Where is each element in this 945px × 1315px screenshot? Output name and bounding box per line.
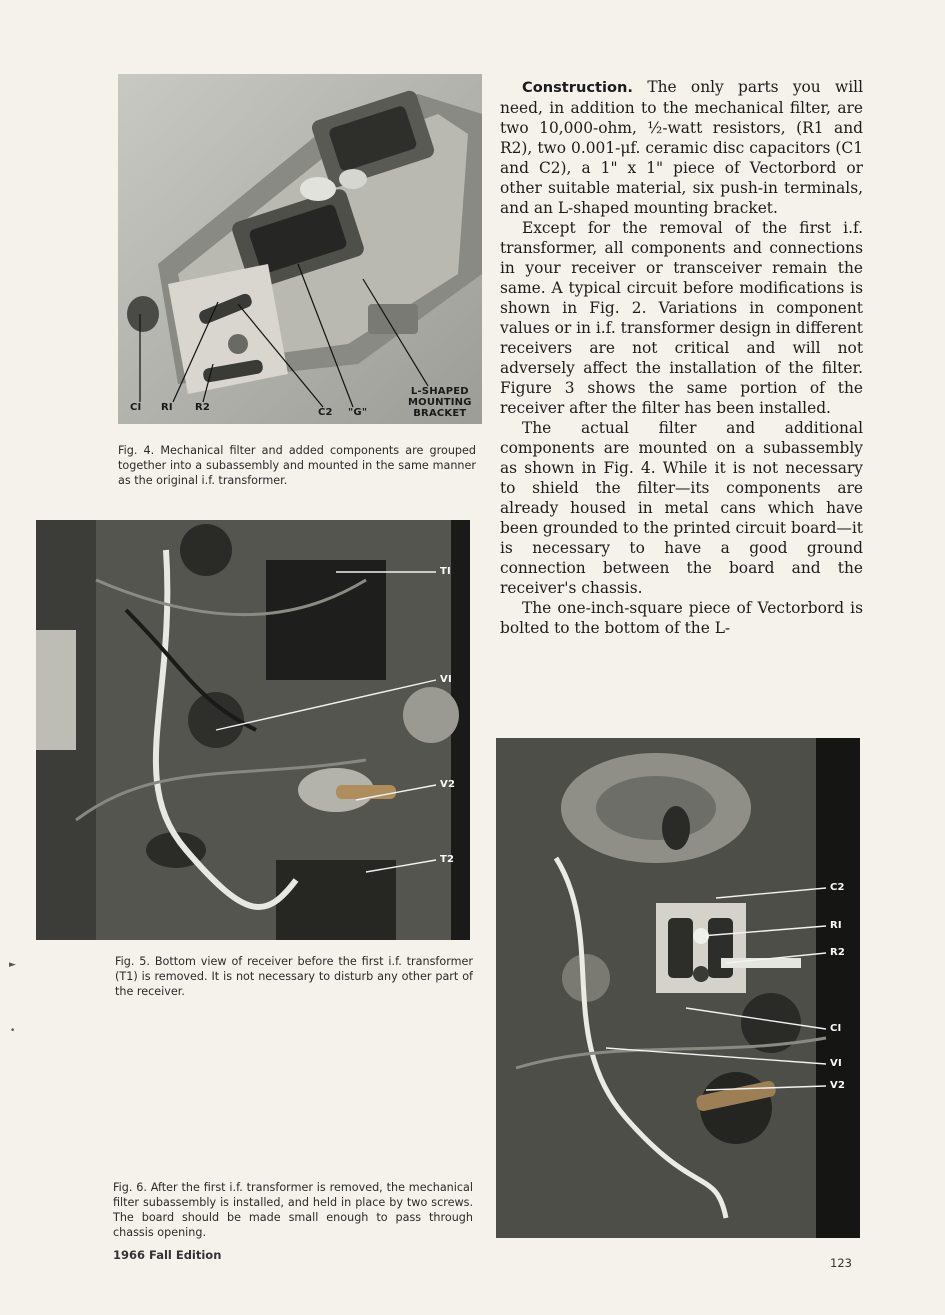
fig5-caption: Fig. 5. Bottom view of receiver before the first i.f. transformer (T1) is removed. It is not necessary to disturb any other part of the receiver. — [115, 955, 473, 998]
fig6-label-v1: VI — [830, 1058, 842, 1069]
margin-arrow-mark: ► — [9, 960, 16, 970]
fig4-image — [118, 74, 482, 424]
fig6-label-r2: R2 — [830, 947, 846, 958]
fig5-image — [36, 520, 470, 940]
fig6-label-c1: CI — [830, 1023, 842, 1034]
article-paragraph-4: The one-inch-square piece of Vectorbord is bolted to the bottom of the L- — [500, 599, 863, 637]
article-paragraph-1 — [500, 77, 863, 218]
fig5-photo — [36, 520, 470, 940]
fig4-label-c1: CI — [130, 402, 142, 413]
fig4-label-bracket — [408, 386, 472, 419]
margin-dot-mark: • — [10, 1026, 16, 1036]
article-body — [500, 77, 863, 638]
fig4-label-bracket-line3: BRACKET — [413, 408, 467, 419]
fig4-label-r2: R2 — [195, 402, 211, 413]
fig5-label-t2: T2 — [440, 854, 455, 865]
fig4-label-c2: C2 — [318, 407, 333, 418]
fig5-label-v2: V2 — [440, 779, 456, 790]
fig6-label-r1: RI — [830, 920, 842, 931]
footer-edition: 1966 Fall Edition — [113, 1248, 222, 1262]
fig6-image — [496, 738, 860, 1238]
fig6-photo — [496, 738, 860, 1238]
fig6-label-v2: V2 — [830, 1080, 846, 1091]
fig6-label-c2: C2 — [830, 882, 845, 893]
article-paragraph-2: Except for the removal of the first i.f. transformer, all components and connections in your receiver or transceiver remain the same. A typical circuit before modifications is shown in Fig. 2. Variations in component values or in i.f. transformer design in different receivers are not critical and will not adversely affect the installation of the filter. Figure 3 shows the same portion of the receiver after the filter has been installed. — [500, 219, 863, 417]
fig4-label-bracket-line1: L-SHAPED — [410, 386, 469, 397]
fig5-label-t1: TI — [440, 566, 451, 577]
fig4-caption: Fig. 4. Mechanical filter and added components are grouped together into a subassembly and mounted in the same manner as the original i.f. transformer. — [118, 444, 476, 487]
article-paragraph-3: The actual filter and additional components are mounted on a subassembly as shown in Fig. 4. While it is not necessary to shield the filter—its components are already housed in metal cans which have been grounded to the printed circuit board—it is necessary to have a good ground connection between the board and the receiver's chassis. — [500, 419, 863, 597]
section-heading: Construction. — [522, 79, 633, 96]
fig4-photo — [118, 74, 482, 424]
fig4-label-bracket-line2: MOUNTING — [408, 397, 472, 408]
fig5-label-v1: VI — [440, 674, 452, 685]
fig4-label-g: "G" — [348, 407, 368, 418]
paragraph-1-text: The only parts you will need, in addition to the mechanical filter, are two 10,000-ohm, ½-watt resistors, (R1 and R2), two 0.001-μf. ceramic disc capacitors (C1 and C2), a 1" x 1" piece of Vectorbord or other suitable material, six push-in terminals, and an L-shaped mounting bracket. — [500, 78, 863, 217]
fig6-caption: Fig. 6. After the first i.f. transformer is removed, the mechanical filter subassembly is installed, and held in place by two screws. The board should be made small enough to pass through chassis opening. — [113, 1181, 473, 1239]
fig4-label-r1: RI — [161, 402, 173, 413]
page-number: 123 — [830, 1256, 852, 1270]
